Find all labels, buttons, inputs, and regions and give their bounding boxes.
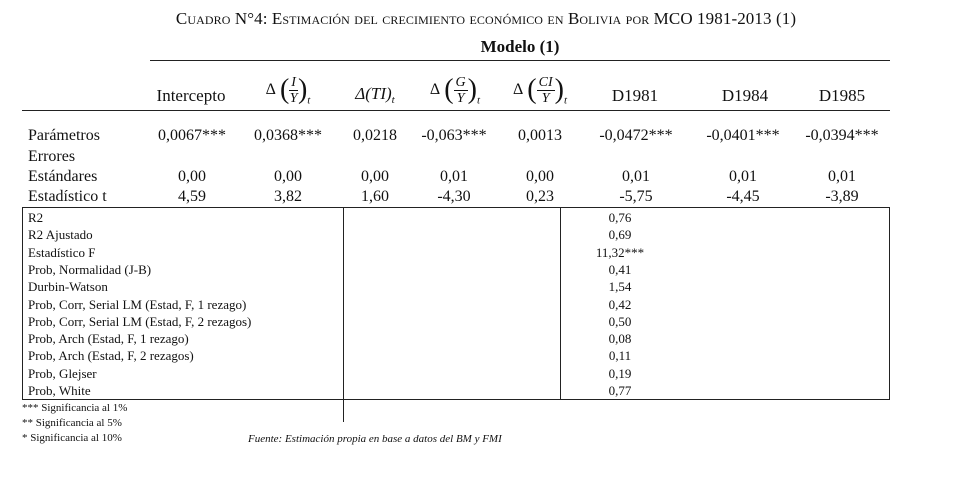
- model-label: Modelo (1): [480, 37, 560, 56]
- stat-value: 0,50: [608, 313, 632, 329]
- col-d1981-label: D1981: [611, 86, 659, 105]
- cell-tstat-4: -4,30: [437, 188, 471, 205]
- cell-tstat-7: -4,45: [726, 188, 760, 205]
- divider-stats-left: [22, 207, 23, 399]
- cell-tstat-8: -3,89: [825, 188, 859, 205]
- col-intercept-label: Intercepto: [156, 86, 226, 105]
- col-delta-ci-y-formula: Δ ( $\frac{CI}{Y}$ )$_t$: [512, 74, 567, 107]
- stat-value: 0,41: [608, 261, 632, 277]
- cell-errors-3: 0,00: [361, 168, 389, 185]
- cell-errors-5: 0,00: [526, 168, 554, 185]
- stat-value: 0,77: [608, 383, 632, 398]
- rule-header-bottom: [22, 110, 890, 111]
- col-delta-ti: [340, 58, 410, 108]
- rule-stats-bottom: [22, 399, 890, 400]
- col-d1985: [797, 58, 887, 108]
- stat-value: 0,11: [608, 348, 632, 364]
- stat-value: 0,08: [608, 331, 632, 347]
- col-delta-ti-formula: $\Delta(TI)_t$: [355, 84, 395, 106]
- stat-label: Estadístico F: [28, 244, 96, 260]
- stat-value: 11,32***: [595, 244, 645, 260]
- col-delta-i-y: [243, 58, 333, 108]
- row-label-errors-2: Estándares: [28, 168, 98, 185]
- col-d1985-label: D1985: [818, 86, 866, 105]
- stat-label: R2 Ajustado: [28, 227, 93, 243]
- cell-tstat-6: -5,75: [619, 188, 653, 205]
- col-delta-g-y: [415, 58, 495, 108]
- cell-tstat-3: 1,60: [361, 188, 389, 205]
- col-d1981: [590, 58, 680, 108]
- col-d1984: [700, 58, 790, 108]
- cell-params-5: 0,0013: [518, 127, 562, 144]
- cell-tstat-5: 0,23: [526, 188, 554, 205]
- cell-errors-1: 0,00: [178, 168, 206, 185]
- cell-tstat-1: 4,59: [178, 188, 206, 205]
- stat-value: 0,76: [608, 210, 632, 225]
- stat-label: Prob, Glejser: [28, 365, 97, 381]
- stat-label: Prob, Normalidad (J-B): [28, 261, 152, 277]
- cell-params-8: -0,0394***: [805, 127, 879, 144]
- stat-value: 0,42: [608, 296, 632, 312]
- cell-errors-8: 0,01: [828, 168, 856, 185]
- stat-value: 0,69: [608, 227, 632, 243]
- cell-params-3: 0,0218: [353, 127, 397, 144]
- note-5pct: ** Significancia al 5%: [22, 417, 122, 429]
- col-delta-g-y-formula: Δ ( $\frac{G}{Y}$ )$_t$: [429, 74, 481, 107]
- stat-label: Prob, Corr, Serial LM (Estad, F, 2 rezagos): [28, 313, 252, 329]
- cell-errors-6: 0,01: [622, 168, 650, 185]
- cell-errors-2: 0,00: [274, 168, 302, 185]
- cell-params-2: 0,0368***: [254, 127, 322, 144]
- note-1pct: *** Significancia al 1%: [22, 402, 128, 414]
- table-title: Cuadro N°4: Estimación del crecimiento económico en Bolivia por MCO 1981-2013 (1): [175, 9, 797, 28]
- stat-label: Prob, White: [28, 383, 91, 398]
- divider-stats-right: [889, 207, 890, 399]
- row-label-params: Parámetros: [28, 127, 100, 144]
- source-note: Fuente: Estimación propia en base a datos del BM y FMI: [248, 433, 502, 445]
- cell-params-4: -0,063***: [421, 127, 487, 144]
- rule-coef-bottom: [22, 207, 890, 208]
- divider-stats-mid1: [343, 207, 344, 422]
- stat-label: Prob, Arch (Estad, F, 1 rezago): [28, 331, 189, 347]
- row-label-errors-1: Errores: [28, 148, 76, 165]
- stat-label: Prob, Arch (Estad, F, 2 rezagos): [28, 348, 194, 364]
- cell-params-1: 0,0067***: [158, 127, 226, 144]
- note-10pct: * Significancia al 10%: [22, 432, 122, 444]
- col-delta-ci-y: [500, 58, 580, 108]
- col-delta-i-y-formula: Δ ( $\frac{I}{Y}$ )$_t$: [265, 74, 311, 107]
- cell-params-6: -0,0472***: [599, 127, 673, 144]
- cell-errors-4: 0,01: [440, 168, 468, 185]
- col-d1984-label: D1984: [721, 86, 769, 105]
- col-intercept: [150, 58, 232, 108]
- cell-errors-7: 0,01: [729, 168, 757, 185]
- row-label-tstat: Estadístico t: [28, 188, 107, 205]
- stat-label: R2: [28, 210, 44, 225]
- stat-value: 0,19: [608, 365, 632, 381]
- cell-params-7: -0,0401***: [706, 127, 780, 144]
- stat-label: Prob, Corr, Serial LM (Estad, F, 1 rezago): [28, 296, 247, 312]
- stat-label: Durbin-Watson: [28, 279, 108, 295]
- cell-tstat-2: 3,82: [274, 188, 302, 205]
- stat-value: 1,54: [608, 279, 632, 295]
